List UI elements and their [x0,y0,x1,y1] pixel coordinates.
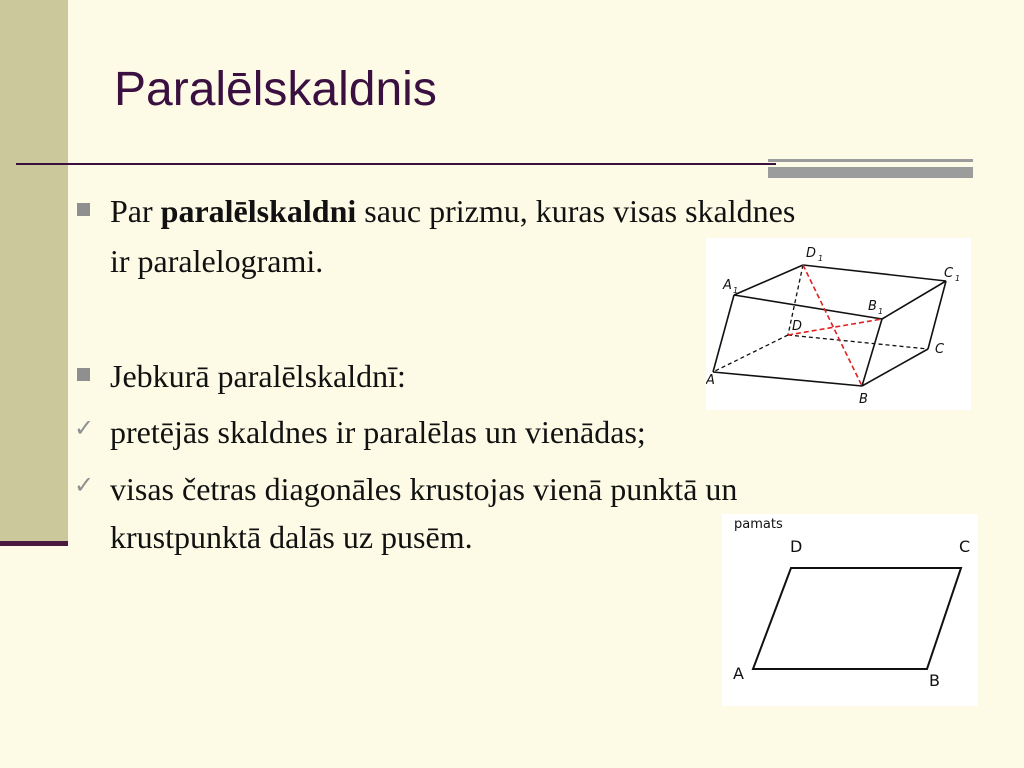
parallelepiped-figure [706,238,971,410]
base-label-D: D [790,537,803,556]
bullet-opposite-faces: pretējās skaldnes ir paralēlas un vienādas; [110,414,646,450]
bullet-definition-term: paralēlskaldni [160,193,357,229]
label-D1: D [806,246,817,261]
bullet-definition-line2: ir paralelogrami. [110,243,324,279]
base-parallelogram-figure [722,514,978,706]
label-B1: B [868,299,877,314]
base-label-C: C [959,537,971,556]
square-bullet-icon [77,368,90,381]
bullet-definition [110,190,795,232]
slide-title: Paralēlskaldnis [114,63,437,116]
label-C: C [935,342,945,357]
label-B: B [859,392,868,407]
base-label-B: B [929,671,940,690]
label-A: A [706,373,715,388]
bullet-definition-text-pre: Par [110,193,161,229]
square-bullet-icon [77,203,90,216]
label-B1-sub: 1 [878,307,884,316]
bullet-any-parallelepiped: Jebkurā paralēlskaldnī: [110,358,406,394]
bullet-diagonals-line2: krustpunktā dalās uz pusēm. [110,519,473,555]
bullet-diagonals: visas četras diagonāles krustojas vienā punktā un [110,471,738,507]
label-A1: A [723,278,732,293]
checkmark-icon: ✓ [74,471,95,499]
bullet-definition-text-post: sauc prizmu, kuras visas skaldnes [356,193,796,229]
label-C1: C [944,266,954,281]
label-A1-sub: 1 [733,286,739,295]
label-C1-sub: 1 [955,274,961,283]
base-label-A: A [733,664,744,683]
label-D: D [792,319,803,334]
base-caption: pamats [734,517,783,532]
checkmark-icon: ✓ [74,414,95,442]
label-D1-sub: 1 [818,254,824,263]
